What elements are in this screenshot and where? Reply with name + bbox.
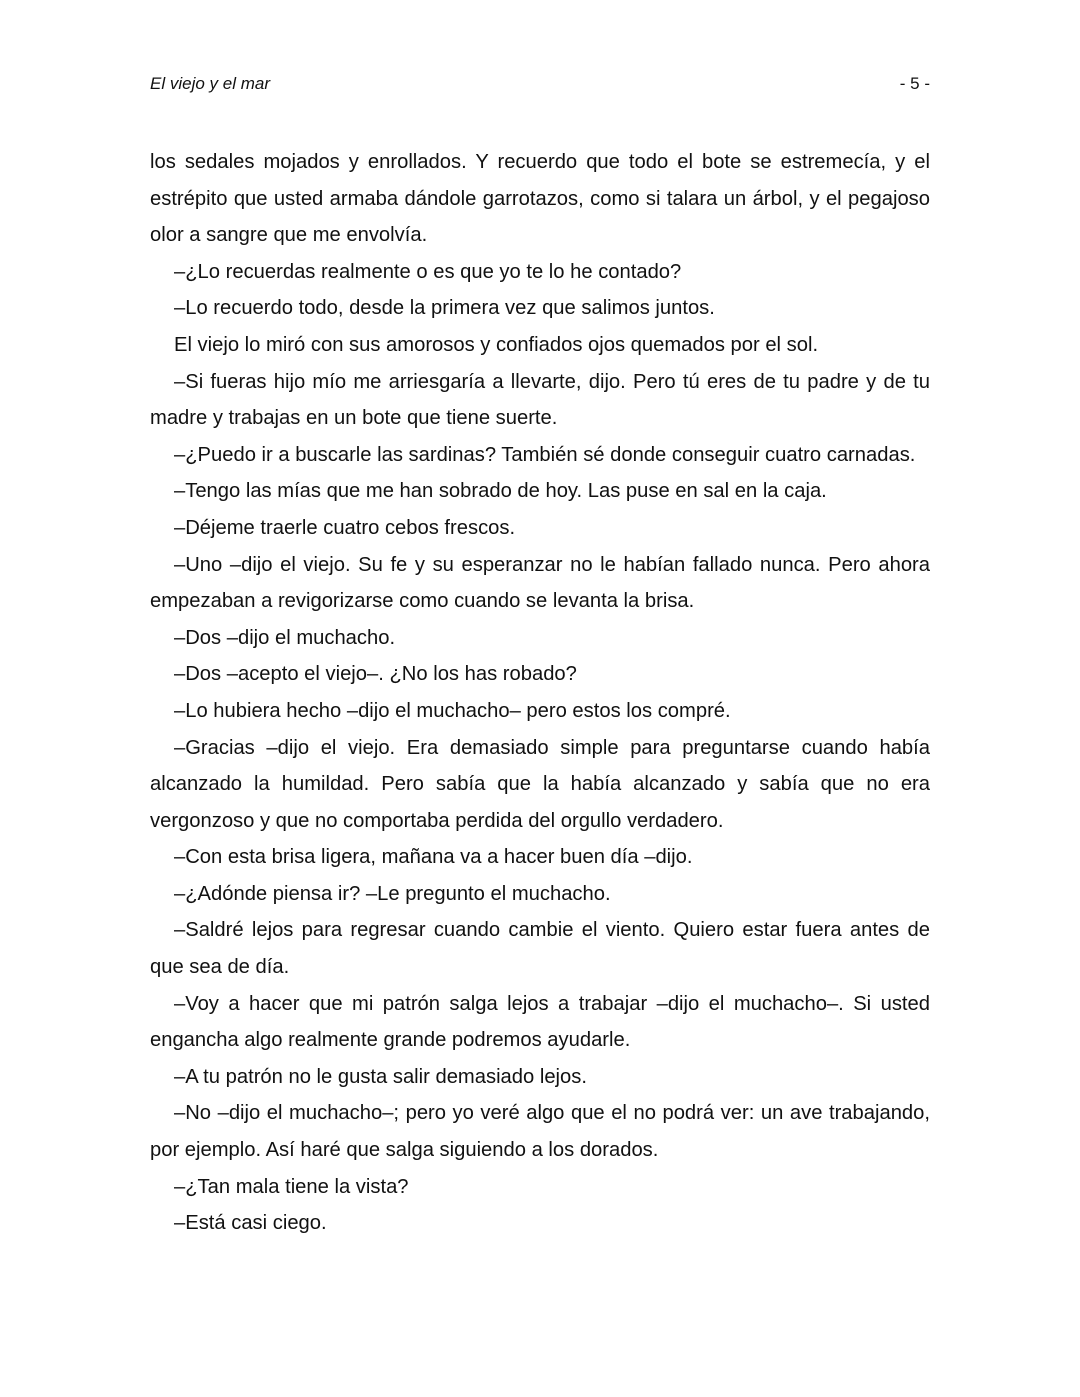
paragraph: –A tu patrón no le gusta salir demasiado lejos.	[174, 1065, 587, 1088]
paragraph: –Uno –dijo el viejo. Su fe y su esperanzar no le habían fallado nunca. Pero ahora empezaban a revigorizarse como cuando se levanta la brisa.	[150, 553, 930, 613]
paragraph: –Lo recuerdo todo, desde la primera vez que salimos juntos.	[174, 297, 715, 320]
paragraph: –Dos –acepto el viejo–. ¿No los has robado?	[174, 663, 577, 686]
page-number: - 5 -	[899, 74, 930, 93]
paragraph: –¿Tan mala tiene la vista?	[174, 1175, 409, 1198]
paragraph: El viejo lo miró con sus amorosos y confiados ojos quemados por el sol.	[174, 333, 819, 356]
page-header	[150, 74, 930, 98]
paragraph: –Con esta brisa ligera, mañana va a hacer buen día –dijo.	[174, 846, 693, 869]
running-title: El viejo y el mar	[150, 74, 270, 93]
paragraph: –Voy a hacer que mi patrón salga lejos a trabajar –dijo el muchacho–. Si usted engancha algo realmente grande podremos ayudarle.	[150, 992, 930, 1052]
paragraph: –Si fueras hijo mío me arriesgaría a llevarte, dijo. Pero tú eres de tu padre y de tu madre y trabajas en un bote que tiene suerte.	[150, 370, 930, 430]
paragraph: –¿Lo recuerdas realmente o es que yo te lo he contado?	[174, 260, 682, 283]
paragraph: –Tengo las mías que me han sobrado de hoy. Las puse en sal en la caja.	[174, 480, 827, 503]
paragraph: –Gracias –dijo el viejo. Era demasiado simple para preguntarse cuando había alcanzado la humildad. Pero sabía que la había alcanzado y sabía que no era vergonzoso y que no comportaba perdida del orgullo verdadero.	[150, 736, 930, 832]
paragraph: –Déjeme traerle cuatro cebos frescos.	[174, 516, 516, 539]
paragraph: –Saldré lejos para regresar cuando cambie el viento. Quiero estar fuera antes de que sea de día.	[150, 919, 930, 979]
paragraph: –Dos –dijo el muchacho.	[174, 626, 396, 649]
paragraph: –Lo hubiera hecho –dijo el muchacho– pero estos los compré.	[174, 699, 731, 722]
paragraph: –¿Puedo ir a buscarle las sardinas? También sé donde conseguir cuatro carnadas.	[174, 443, 916, 466]
paragraph: –No –dijo el muchacho–; pero yo veré algo que el no podrá ver: un ave trabajando, por ejemplo. Así haré que salga siguiendo a los dorados.	[150, 1102, 930, 1162]
body-text	[150, 144, 930, 1242]
paragraph: –¿Adónde piensa ir? –Le pregunto el muchacho.	[174, 882, 611, 905]
paragraph: –Está casi ciego.	[174, 1212, 327, 1235]
paragraph: los sedales mojados y enrollados. Y recuerdo que todo el bote se estremecía, y el estrépito que usted armaba dándole garrotazos, como si talara un árbol, y el pegajoso olor a sangre que me envolvía.	[150, 151, 930, 247]
